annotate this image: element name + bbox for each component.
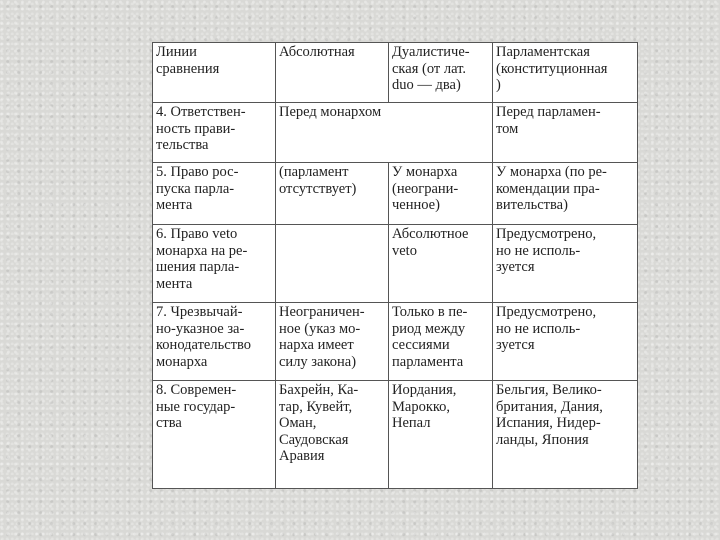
header-comparison-lines: Линии сравнения: [153, 43, 276, 103]
cell-absolute: [276, 225, 389, 303]
row-label: 6. Право veto монарха на ре- шения парла- мента: [153, 225, 276, 303]
row-label: 4. Ответствен- ность прави- тельства: [153, 103, 276, 163]
table-row: [153, 303, 638, 381]
comparison-table-sheet: [152, 42, 637, 488]
cell-dualistic: Абсолютное veto: [389, 225, 493, 303]
cell-absolute: Неограничен- ное (указ мо- нарха имеет силу закона): [276, 303, 389, 381]
header-absolute: Абсолютная: [276, 43, 389, 103]
table-row: [153, 225, 638, 303]
comparison-table: [152, 42, 638, 489]
cell-dualistic: Иордания, Марокко, Непал: [389, 381, 493, 489]
table-header-row: [153, 43, 638, 103]
cell-dualistic: У монарха (неограни- ченное): [389, 163, 493, 225]
cell-absolute: (парламент отсутствует): [276, 163, 389, 225]
header-dualistic: Дуалистиче- ская (от лат. duo — два): [389, 43, 493, 103]
cell-parliamentary: Бельгия, Велико- британия, Дания, Испания, Нидер- ланды, Япония: [493, 381, 638, 489]
table-row: [153, 381, 638, 489]
row-label: 7. Чрезвычай- но-указное за- конодательство монарха: [153, 303, 276, 381]
header-parliamentary: Парламентская (конституционная ): [493, 43, 638, 103]
row-label: 8. Современ- ные государ- ства: [153, 381, 276, 489]
cell-parliamentary: Перед парламен- том: [493, 103, 638, 163]
cell-parliamentary: У монарха (по ре- комендации пра- вительства): [493, 163, 638, 225]
cell-parliamentary: Предусмотрено, но не исполь- зуется: [493, 225, 638, 303]
table-row: [153, 163, 638, 225]
cell-absolute-dualistic-merged: Перед монархом: [276, 103, 493, 163]
cell-absolute: Бахрейн, Ка- тар, Кувейт, Оман, Саудовская Аравия: [276, 381, 389, 489]
table-row: [153, 103, 638, 163]
cell-dualistic: Только в пе- риод между сессиями парламента: [389, 303, 493, 381]
row-label: 5. Право рос- пуска парла- мента: [153, 163, 276, 225]
cell-parliamentary: Предусмотрено, но не исполь- зуется: [493, 303, 638, 381]
